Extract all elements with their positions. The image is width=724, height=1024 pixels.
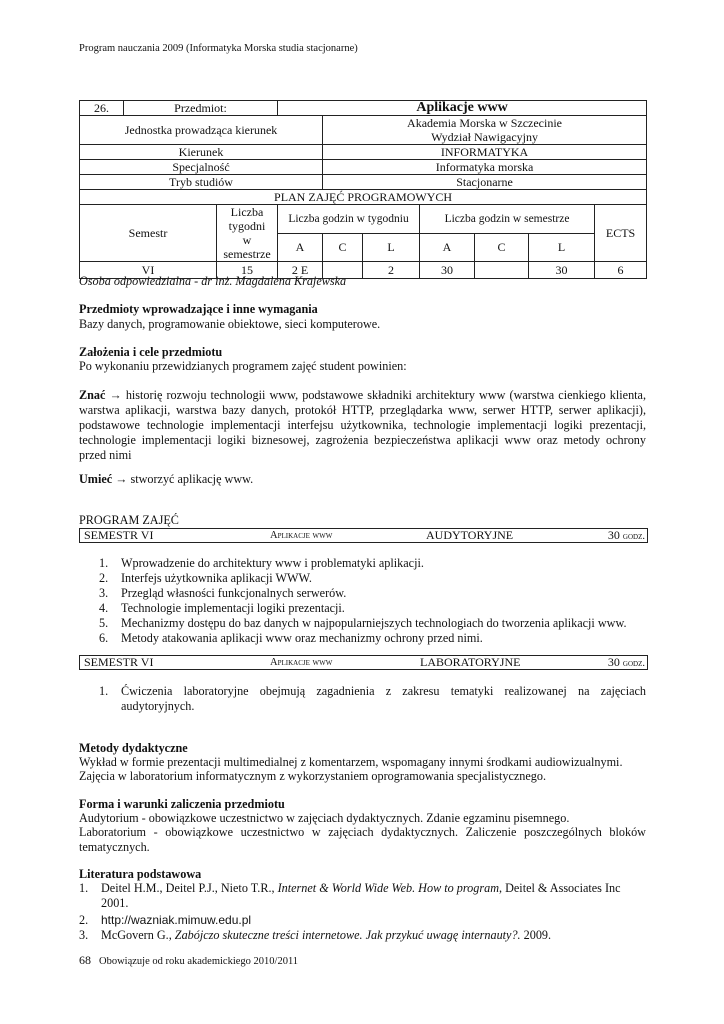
subject-label: Przedmiot: <box>124 101 278 116</box>
col-weeks <box>217 205 278 262</box>
val-ects: 6 <box>595 262 647 279</box>
arrow-icon: → <box>109 388 122 402</box>
val-c-semester <box>475 262 529 279</box>
hours-unit: godz. <box>622 658 645 669</box>
unit-line-1: Akademia Morska w Szczecinie <box>407 116 562 130</box>
course-info-table <box>79 100 647 279</box>
study-mode-value: Stacjonarne <box>323 175 647 190</box>
prereq-title: Przedmioty wprowadzające i inne wymagania <box>79 302 318 316</box>
val-l-week: 2 <box>363 262 420 279</box>
footer-text: Obowiązuje od roku akademickiego 2010/2011 <box>99 956 299 967</box>
list-item: 1. Ćwiczenia laboratoryjne obejmują zagadnienia z zakresu tematyki realizowanej na zajęciach audytoryjnych. <box>99 684 646 713</box>
subject-value: Aplikacje www <box>278 101 647 116</box>
row-subject: Aplikacje www <box>270 657 333 668</box>
list-item: 4. Technologie implementacji logiki prezentacji. <box>99 601 345 615</box>
row-hours <box>608 656 645 670</box>
hours-value: 30 <box>607 655 620 669</box>
program-row-auditory <box>79 528 648 543</box>
literature-item: 2. http://wazniak.mimuw.edu.pl <box>79 913 252 927</box>
know-paragraph <box>79 388 646 463</box>
lit-authors: Deitel H.M., Deitel P.J., Nieto T.R., <box>101 881 278 895</box>
sub-l-week: L <box>363 233 420 262</box>
lit-year: 2009. <box>520 928 552 942</box>
lit-publisher: , Deitel & Associates Inc 2001. <box>101 881 621 910</box>
list-item: 3. Przegląd własności funkcjonalnych serwerów. <box>99 586 347 600</box>
col-weeks-line-2: w semestrze <box>223 233 271 261</box>
val-l-semester: 30 <box>529 262 595 279</box>
course-number: 26. <box>80 101 124 116</box>
col-hours-semester: Liczba godzin w semestrze <box>420 205 595 234</box>
program-title: PROGRAM ZAJĘĆ <box>79 513 179 527</box>
know-label: Znać <box>79 388 106 402</box>
literature-item: 3. McGovern G., Zabójczo skuteczne treści internetowe. Jak przykuć uwagę internauty?. 2009. <box>79 928 552 942</box>
lit-title: Zabójczo skuteczne treści internetowe. Jak przykuć uwagę internauty?. <box>174 928 521 942</box>
sub-a-week: A <box>278 233 323 262</box>
responsible-person: Osoba odpowiedzialna - dr inż. Magdalena Krajewska <box>79 274 347 288</box>
hours-unit: godz. <box>622 531 645 542</box>
row-semester: SEMESTR VI <box>84 655 154 669</box>
row-subject: Aplikacje www <box>270 530 333 541</box>
list-item: 2. Interfejs użytkownika aplikacji WWW. <box>99 571 312 585</box>
goals-intro: Po wykonaniu przewidzianych programem zajęć student powinien: <box>79 359 407 373</box>
assessment-title: Forma i warunki zaliczenia przedmiotu <box>79 797 285 811</box>
list-item: 1. Wprowadzenie do architektury www i problematyki aplikacji. <box>99 556 424 570</box>
row-semester: SEMESTR VI <box>84 528 154 542</box>
list-item: 5. Mechanizmy dostępu do baz danych w najpopularniejszych technologiach do tworzenia aplikacji www. <box>99 616 627 630</box>
row-hours <box>608 529 645 543</box>
sub-c-semester: C <box>475 233 529 262</box>
methods-line-2: Zajęcia w laboratorium informatycznym z wykorzystaniem oprogramowania specjalistycznego. <box>79 769 547 783</box>
unit-line-2: Wydział Nawigacyjny <box>431 130 538 144</box>
assessment-line-1: Audytorium - obowiązkowe uczestnictwo w zajęciach dydaktycznych. Zdanie egzaminu pisemnego. <box>79 811 570 825</box>
col-hours-week: Liczba godzin w tygodniu <box>278 205 420 234</box>
val-a-semester: 30 <box>420 262 475 279</box>
sub-a-semester: A <box>420 233 475 262</box>
sub-l-semester: L <box>529 233 595 262</box>
sub-c-week: C <box>323 233 363 262</box>
goals-title: Założenia i cele przedmiotu <box>79 345 223 359</box>
val-semester: VI <box>80 262 217 279</box>
page-number: 68 <box>79 953 91 967</box>
field-label: Kierunek <box>80 145 323 160</box>
lit-url-link[interactable]: http://wazniak.mimuw.edu.pl <box>101 913 252 927</box>
prereq-text: Bazy danych, programowanie obiektowe, sieci komputerowe. <box>79 317 381 331</box>
specialty-value: Informatyka morska <box>323 160 647 175</box>
study-mode-label: Tryb studiów <box>80 175 323 190</box>
page-header: Program nauczania 2009 (Informatyka Morska studia stacjonarne) <box>79 43 358 54</box>
lit-authors: McGovern G., <box>101 928 175 942</box>
plan-title: PLAN ZAJĘĆ PROGRAMOWYCH <box>80 190 647 205</box>
lit-title: Internet & World Wide Web. How to program <box>277 881 499 895</box>
can-label: Umieć <box>79 472 113 486</box>
program-row-lab <box>79 655 648 670</box>
methods-line-1: Wykład w formie prezentacji multimedialnej z komentarzem, wspomagany innymi środkami audiowizualnymi. <box>79 755 623 769</box>
literature-title: Literatura podstawowa <box>79 867 202 881</box>
arrow-icon: → <box>115 472 128 486</box>
col-ects: ECTS <box>595 205 647 262</box>
auditory-topics-list <box>79 556 646 646</box>
list-item: 6. Metody atakowania aplikacji www oraz mechanizmy ochrony przed nimi. <box>99 631 483 645</box>
row-type: AUDYTORYJNE <box>426 528 514 542</box>
hours-value: 30 <box>607 528 620 542</box>
field-value: INFORMATYKA <box>323 145 647 160</box>
col-weeks-line-1: Liczba tygodni <box>228 205 266 233</box>
can-paragraph <box>79 472 253 487</box>
val-weeks: 15 <box>217 262 278 279</box>
specialty-label: Specjalność <box>80 160 323 175</box>
row-type: LABORATORYJNE <box>420 655 521 669</box>
know-text: historię rozwoju technologii www, podstawowe składniki architektury www (warstwa cienkiego klienta, warstwa aplikacji, warstwa bazy danych, protokół HTTP, przeglądarka www, serwer HTTP, serwer aplikacji), podstawowe technologie implementacji interfejsu użytkownika, technologie implementacji logiki prezentacji, technologie implementacji logiki biznesowej, zagrożenia bezpieczeństwa aplikacji www oraz metody ochrony przed nimi <box>79 388 647 462</box>
lab-topics-list <box>79 684 646 714</box>
page-footer <box>79 953 298 969</box>
literature-list <box>79 881 646 943</box>
unit-value <box>323 116 647 145</box>
can-text: stworzyć aplikację www. <box>130 472 254 486</box>
literature-item: 1. Deitel H.M., Deitel P.J., Nieto T.R., Internet & World Wide Web. How to program, Deitel & Associates Inc 2001. <box>79 881 621 910</box>
val-a-week: 2 E <box>278 262 323 279</box>
assessment-line-2: Laboratorium - obowiązkowe uczestnictwo w zajęciach dydaktycznych. Zaliczenie poszczególnych bloków tematycznych. <box>79 825 646 854</box>
methods-title: Metody dydaktyczne <box>79 741 188 755</box>
unit-label: Jednostka prowadząca kierunek <box>80 116 323 145</box>
col-semester: Semestr <box>80 205 217 262</box>
